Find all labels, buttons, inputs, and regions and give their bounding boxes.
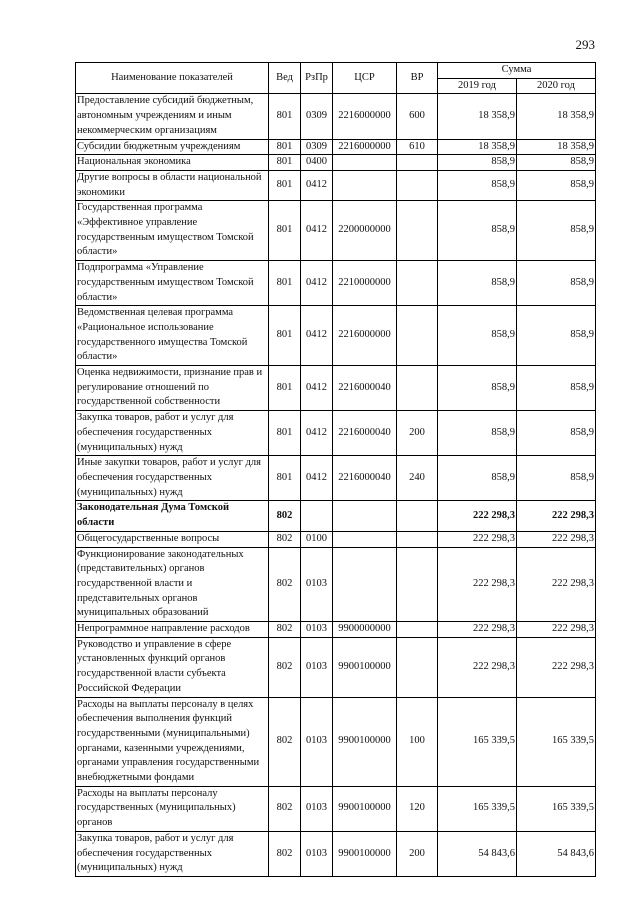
cell-ved: 801: [269, 261, 301, 306]
page-number: 293: [575, 37, 595, 52]
cell-2020: 165 339,5: [517, 786, 596, 831]
cell-2020: 858,9: [517, 170, 596, 200]
table-row: [76, 170, 596, 200]
header-rzpr: РзПр: [301, 63, 333, 94]
cell-rzpr: 0100: [301, 531, 333, 547]
cell-vr: [397, 366, 438, 411]
cell-ved: 801: [269, 201, 301, 261]
header-csr: ЦСР: [333, 63, 397, 94]
cell-csr: [333, 501, 397, 531]
cell-vr: 600: [397, 94, 438, 139]
header-vr: ВР: [397, 63, 438, 94]
table-row: [76, 139, 596, 155]
cell-name: Общегосударственные вопросы: [76, 531, 269, 547]
cell-csr: [333, 155, 397, 171]
cell-ved: 802: [269, 831, 301, 876]
cell-vr: 610: [397, 139, 438, 155]
cell-csr: [333, 531, 397, 547]
cell-name: Ведомственная целевая программа «Рациональное использование государственного имущества Томской области»: [76, 306, 269, 366]
cell-name: Руководство и управление в сфере установленных функций органов государственной власти субъекта Российской Федерации: [76, 637, 269, 697]
cell-ved: 801: [269, 366, 301, 411]
cell-2019: 858,9: [438, 366, 517, 411]
cell-name: Государственная программа «Эффективное управление государственным имуществом Томской области»: [76, 201, 269, 261]
cell-ved: 801: [269, 139, 301, 155]
table-row: [76, 306, 596, 366]
cell-csr: 2216000040: [333, 411, 397, 456]
cell-rzpr: 0412: [301, 411, 333, 456]
cell-2020: 858,9: [517, 456, 596, 501]
cell-csr: [333, 170, 397, 200]
table-row: [76, 261, 596, 306]
cell-ved: 801: [269, 155, 301, 171]
cell-2019: 222 298,3: [438, 501, 517, 531]
cell-vr: [397, 201, 438, 261]
cell-csr: 2216000000: [333, 139, 397, 155]
cell-2020: 858,9: [517, 261, 596, 306]
cell-csr: 2210000000: [333, 261, 397, 306]
cell-2020: 18 358,9: [517, 139, 596, 155]
cell-name: Закупка товаров, работ и услуг для обеспечения государственных (муниципальных) нужд: [76, 411, 269, 456]
cell-name: Оценка недвижимости, признание прав и регулирование отношений по государственной собственности: [76, 366, 269, 411]
table-row: [76, 831, 596, 876]
cell-name: Расходы на выплаты персоналу в целях обеспечения выполнения функций государственными (муниципальными) органами, казенными учреждениями, органами управления государственными внебюджетными фондами: [76, 697, 269, 786]
cell-ved: 801: [269, 170, 301, 200]
cell-rzpr: 0400: [301, 155, 333, 171]
cell-2019: 858,9: [438, 411, 517, 456]
header-sum: Сумма: [438, 63, 596, 79]
cell-2019: 858,9: [438, 170, 517, 200]
cell-name: Иные закупки товаров, работ и услуг для обеспечения государственных (муниципальных) нужд: [76, 456, 269, 501]
cell-2019: 858,9: [438, 201, 517, 261]
cell-2020: 858,9: [517, 366, 596, 411]
cell-rzpr: 0103: [301, 697, 333, 786]
header-ved: Вед: [269, 63, 301, 94]
cell-ved: 801: [269, 456, 301, 501]
cell-vr: 200: [397, 831, 438, 876]
table-row: [76, 786, 596, 831]
cell-2020: 54 843,6: [517, 831, 596, 876]
cell-vr: 120: [397, 786, 438, 831]
cell-ved: 802: [269, 547, 301, 622]
cell-csr: 9900100000: [333, 786, 397, 831]
cell-rzpr: 0412: [301, 170, 333, 200]
cell-rzpr: 0412: [301, 456, 333, 501]
cell-vr: [397, 531, 438, 547]
header-2019: 2019 год: [438, 78, 517, 94]
cell-ved: 802: [269, 531, 301, 547]
cell-rzpr: 0309: [301, 139, 333, 155]
cell-vr: 200: [397, 411, 438, 456]
cell-2019: 858,9: [438, 155, 517, 171]
cell-csr: 2216000040: [333, 366, 397, 411]
cell-2020: 222 298,3: [517, 547, 596, 622]
cell-2019: 858,9: [438, 306, 517, 366]
cell-ved: 801: [269, 411, 301, 456]
cell-2020: 858,9: [517, 201, 596, 261]
table-row: [76, 531, 596, 547]
cell-ved: 801: [269, 94, 301, 139]
cell-csr: 9900100000: [333, 697, 397, 786]
cell-2019: 165 339,5: [438, 697, 517, 786]
cell-rzpr: 0412: [301, 261, 333, 306]
cell-vr: [397, 155, 438, 171]
cell-2019: 222 298,3: [438, 547, 517, 622]
cell-vr: [397, 622, 438, 638]
cell-ved: 801: [269, 306, 301, 366]
table-row: [76, 501, 596, 531]
table-row: [76, 94, 596, 139]
cell-rzpr: 0309: [301, 94, 333, 139]
cell-vr: [397, 501, 438, 531]
cell-name: Субсидии бюджетным учреждениям: [76, 139, 269, 155]
cell-csr: 2216000000: [333, 94, 397, 139]
cell-csr: 2200000000: [333, 201, 397, 261]
cell-name: Национальная экономика: [76, 155, 269, 171]
cell-rzpr: 0103: [301, 547, 333, 622]
cell-name: Функционирование законодательных (представительных) органов государственной власти и представительных органов муниципальных образований: [76, 547, 269, 622]
cell-ved: 802: [269, 622, 301, 638]
cell-rzpr: 0103: [301, 637, 333, 697]
cell-rzpr: 0103: [301, 786, 333, 831]
cell-csr: 9900100000: [333, 831, 397, 876]
cell-2020: 858,9: [517, 155, 596, 171]
cell-rzpr: 0412: [301, 201, 333, 261]
cell-name: Предоставление субсидий бюджетным, автономным учреждениям и иным некоммерческим организациям: [76, 94, 269, 139]
cell-rzpr: [301, 501, 333, 531]
cell-ved: 802: [269, 501, 301, 531]
cell-vr: [397, 306, 438, 366]
cell-2019: 222 298,3: [438, 531, 517, 547]
table-row: [76, 547, 596, 622]
table-row: [76, 366, 596, 411]
header-2020: 2020 год: [517, 78, 596, 94]
cell-2019: 222 298,3: [438, 637, 517, 697]
cell-2019: 18 358,9: [438, 94, 517, 139]
cell-vr: 240: [397, 456, 438, 501]
cell-name: Расходы на выплаты персоналу государственных (муниципальных) органов: [76, 786, 269, 831]
cell-name: Подпрограмма «Управление государственным имуществом Томской области»: [76, 261, 269, 306]
cell-csr: 9900000000: [333, 622, 397, 638]
cell-2020: 222 298,3: [517, 622, 596, 638]
cell-2019: 165 339,5: [438, 786, 517, 831]
cell-csr: [333, 547, 397, 622]
cell-vr: [397, 637, 438, 697]
cell-vr: [397, 547, 438, 622]
cell-2019: 858,9: [438, 456, 517, 501]
header-name: Наименование показателей: [76, 63, 269, 94]
table-row: [76, 697, 596, 786]
cell-csr: 2216000000: [333, 306, 397, 366]
cell-2020: 222 298,3: [517, 637, 596, 697]
cell-2020: 222 298,3: [517, 501, 596, 531]
cell-rzpr: 0412: [301, 306, 333, 366]
cell-ved: 802: [269, 786, 301, 831]
cell-ved: 802: [269, 697, 301, 786]
cell-2019: 18 358,9: [438, 139, 517, 155]
cell-name: Другие вопросы в области национальной экономики: [76, 170, 269, 200]
cell-vr: [397, 170, 438, 200]
table-row: [76, 411, 596, 456]
table-row: [76, 622, 596, 638]
cell-name: Закупка товаров, работ и услуг для обеспечения государственных (муниципальных) нужд: [76, 831, 269, 876]
cell-name: Законодательная Дума Томской области: [76, 501, 269, 531]
cell-rzpr: 0103: [301, 831, 333, 876]
cell-2019: 858,9: [438, 261, 517, 306]
table-header: [76, 63, 596, 94]
budget-table: [75, 62, 596, 877]
cell-vr: [397, 261, 438, 306]
cell-2020: 222 298,3: [517, 531, 596, 547]
cell-2020: 18 358,9: [517, 94, 596, 139]
cell-rzpr: 0412: [301, 366, 333, 411]
table-row: [76, 155, 596, 171]
cell-2019: 54 843,6: [438, 831, 517, 876]
cell-name: Непрограммное направление расходов: [76, 622, 269, 638]
table-body: [76, 94, 596, 877]
table-row: [76, 456, 596, 501]
cell-2020: 858,9: [517, 411, 596, 456]
cell-2019: 222 298,3: [438, 622, 517, 638]
cell-ved: 802: [269, 637, 301, 697]
cell-vr: 100: [397, 697, 438, 786]
cell-csr: 9900100000: [333, 637, 397, 697]
cell-2020: 165 339,5: [517, 697, 596, 786]
cell-2020: 858,9: [517, 306, 596, 366]
cell-rzpr: 0103: [301, 622, 333, 638]
cell-csr: 2216000040: [333, 456, 397, 501]
table-row: [76, 637, 596, 697]
table-row: [76, 201, 596, 261]
